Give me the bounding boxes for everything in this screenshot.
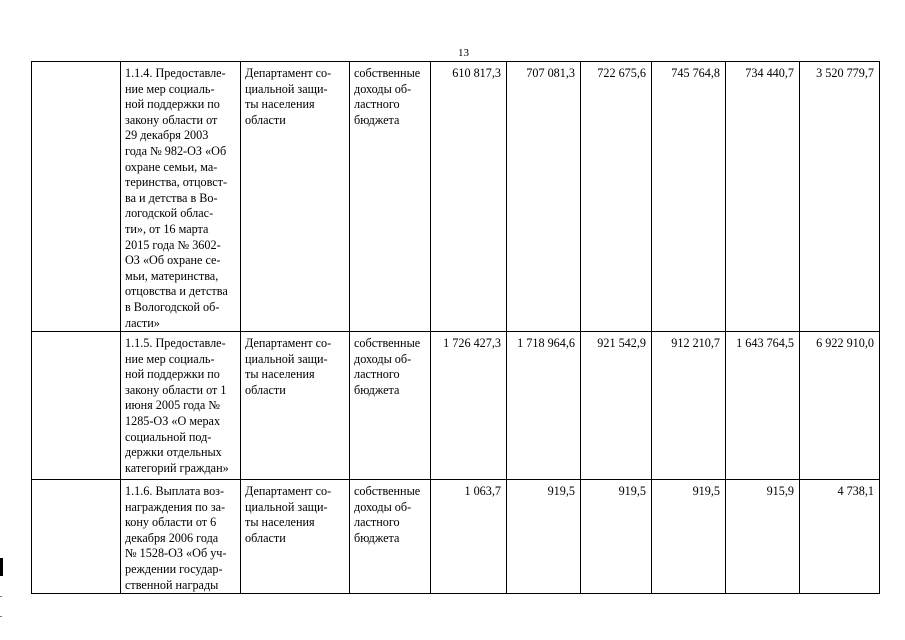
amount-cell: 722 675,6 <box>581 62 652 332</box>
amount-cell: 912 210,7 <box>652 332 726 480</box>
table-row <box>32 332 880 480</box>
amount-cell: 915,9 <box>726 480 800 594</box>
amount-cell: 707 081,3 <box>507 62 581 332</box>
total-cell: 4 738,1 <box>800 480 880 594</box>
executor-cell: Департамент со- циальной защи- ты населения области <box>241 62 350 332</box>
amount-cell: 1 718 964,6 <box>507 332 581 480</box>
amount-cell: 919,5 <box>652 480 726 594</box>
total-cell: 6 922 910,0 <box>800 332 880 480</box>
measure-cell: 1.1.5. Предоставле- ние мер социаль- ной поддержки по закону области от 1 июня 2005 года № 1285-ОЗ «О мерах социальной под- держки отдельных категорий граждан» <box>121 332 241 480</box>
scan-edge-mark <box>0 558 3 576</box>
table-row <box>32 480 880 594</box>
scan-edge-dot <box>0 616 2 617</box>
amount-cell: 745 764,8 <box>652 62 726 332</box>
scan-edge-dot <box>0 596 2 597</box>
empty-cell <box>32 480 121 594</box>
amount-cell: 1 726 427,3 <box>431 332 507 480</box>
funding-source-cell: собственные доходы об- ластного бюджета <box>350 480 431 594</box>
funding-source-cell: собственные доходы об- ластного бюджета <box>350 332 431 480</box>
funding-source-cell: собственные доходы об- ластного бюджета <box>350 62 431 332</box>
amount-cell: 734 440,7 <box>726 62 800 332</box>
measure-cell: 1.1.6. Выплата воз- награждения по за- кону области от 6 декабря 2006 года № 1528-ОЗ «Об уч- реждении государ- ственной награды <box>121 480 241 594</box>
measure-cell: 1.1.4. Предоставле- ние мер социаль- ной поддержки по закону области от 29 декабря 2003 года № 982-ОЗ «Об охране семьи, ма- теринства, отцовст- ва и детства в Во- логодской облас- ти», от 16 марта 2015 года № 3602- ОЗ «Об охране се- мьи, материнства, отцовства и детства в Вологодской об- ласти» <box>121 62 241 332</box>
page-number: 13 <box>458 47 469 59</box>
amount-cell: 921 542,9 <box>581 332 652 480</box>
executor-cell: Департамент со- циальной защи- ты населения области <box>241 332 350 480</box>
amount-cell: 1 643 764,5 <box>726 332 800 480</box>
empty-cell <box>32 62 121 332</box>
total-cell: 3 520 779,7 <box>800 62 880 332</box>
table-row <box>32 62 880 332</box>
amount-cell: 919,5 <box>581 480 652 594</box>
amount-cell: 919,5 <box>507 480 581 594</box>
amount-cell: 610 817,3 <box>431 62 507 332</box>
program-funding-table <box>31 61 880 594</box>
amount-cell: 1 063,7 <box>431 480 507 594</box>
empty-cell <box>32 332 121 480</box>
executor-cell: Департамент со- циальной защи- ты населения области <box>241 480 350 594</box>
